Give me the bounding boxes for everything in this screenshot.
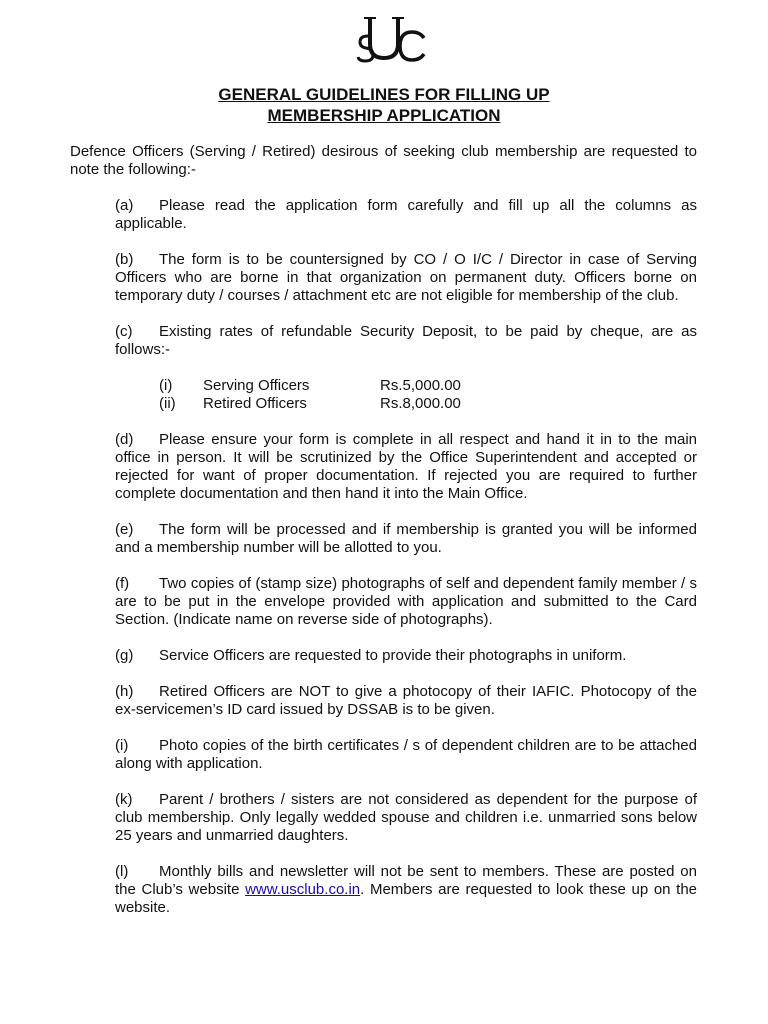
item-tag: (f) <box>115 575 130 592</box>
security-deposit-rates <box>159 377 697 413</box>
usc-monogram-icon <box>354 14 434 64</box>
guideline-item-g <box>115 647 697 665</box>
intro-paragraph: Defence Officers (Serving / Retired) desirous of seeking club membership are requested to note the following:- <box>70 143 697 178</box>
guideline-item-d <box>115 431 697 503</box>
item-tag: (l) <box>115 863 129 880</box>
rate-amount: Rs.8,000.00 <box>380 395 461 412</box>
guideline-item-c <box>115 323 697 359</box>
title-line-1: GENERAL GUIDELINES FOR FILLING UP <box>218 85 550 104</box>
rate-number: (ii) <box>159 395 176 412</box>
item-text: Service Officers are requested to provide their photographs in uniform. <box>159 647 627 664</box>
item-tag: (b) <box>115 251 134 268</box>
item-tag: (a) <box>115 197 134 214</box>
item-text: Please ensure your form is complete in all respect and hand it in to the main office in person. It will be scrutinized by the Office Superintendent and accepted or rejected for want of proper documentation. If rejected you are required to further complete documentation and then hand it into the Main Office. <box>115 431 697 502</box>
item-text: The form is to be countersigned by CO / O I/C / Director in case of Serving Officers who are borne in that organization on permanent duty. Officers borne on temporary duty / courses / attachment etc are not eligible for membership of the club. <box>115 251 697 304</box>
guideline-item-h <box>115 683 697 719</box>
guideline-item-a <box>115 197 697 233</box>
document-title <box>0 84 768 126</box>
item-tag: (i) <box>115 737 129 754</box>
rate-amount: Rs.5,000.00 <box>380 377 461 394</box>
guideline-item-k <box>115 791 697 845</box>
rate-row <box>159 395 697 413</box>
item-tag: (k) <box>115 791 133 808</box>
guideline-item-b <box>115 251 697 305</box>
guideline-item-i <box>115 737 697 773</box>
item-text: Please read the application form carefully and fill up all the columns as applicable. <box>115 197 697 232</box>
item-text: Two copies of (stamp size) photographs of self and dependent family member / s are to be put in the envelope provided with application and submitted to the Card Section. (Indicate name on reverse side of photographs). <box>115 575 697 628</box>
item-tag: (e) <box>115 521 134 538</box>
item-tag: (g) <box>115 647 134 664</box>
rate-category: Serving Officers <box>203 377 310 394</box>
item-tag: (d) <box>115 431 134 448</box>
item-text-after-link: . Members are requested to look these up on the website. <box>115 881 698 916</box>
document-body <box>70 143 697 935</box>
item-text-before-link: Monthly bills and newsletter will not be sent to members. These are posted on the Club’s website <box>115 863 697 898</box>
title-line-2: MEMBERSHIP APPLICATION <box>267 106 501 125</box>
guideline-item-f <box>115 575 697 629</box>
guideline-item-l <box>115 863 697 917</box>
rate-row <box>159 377 697 395</box>
club-website-link[interactable]: www.usclub.co.in <box>245 881 361 898</box>
item-text: The form will be processed and if membership is granted you will be informed and a membership number will be allotted to you. <box>115 521 697 556</box>
rate-number: (i) <box>159 377 173 394</box>
item-tag: (c) <box>115 323 133 340</box>
club-logo <box>354 14 434 64</box>
item-tag: (h) <box>115 683 134 700</box>
rate-category: Retired Officers <box>203 395 307 412</box>
guideline-list <box>115 197 697 917</box>
guideline-item-e <box>115 521 697 557</box>
item-text: Parent / brothers / sisters are not considered as dependent for the purpose of club membership. Only legally wedded spouse and children i.e. unmarried sons below 25 years and unmarried daughters. <box>115 791 697 844</box>
item-text: Existing rates of refundable Security Deposit, to be paid by cheque, are as follows:- <box>115 323 697 358</box>
item-text: Photo copies of the birth certificates / s of dependent children are to be attached along with application. <box>115 737 697 772</box>
item-text: Retired Officers are NOT to give a photocopy of their IAFIC. Photocopy of the ex-servicemen’s ID card issued by DSSAB is to be given. <box>115 683 697 718</box>
